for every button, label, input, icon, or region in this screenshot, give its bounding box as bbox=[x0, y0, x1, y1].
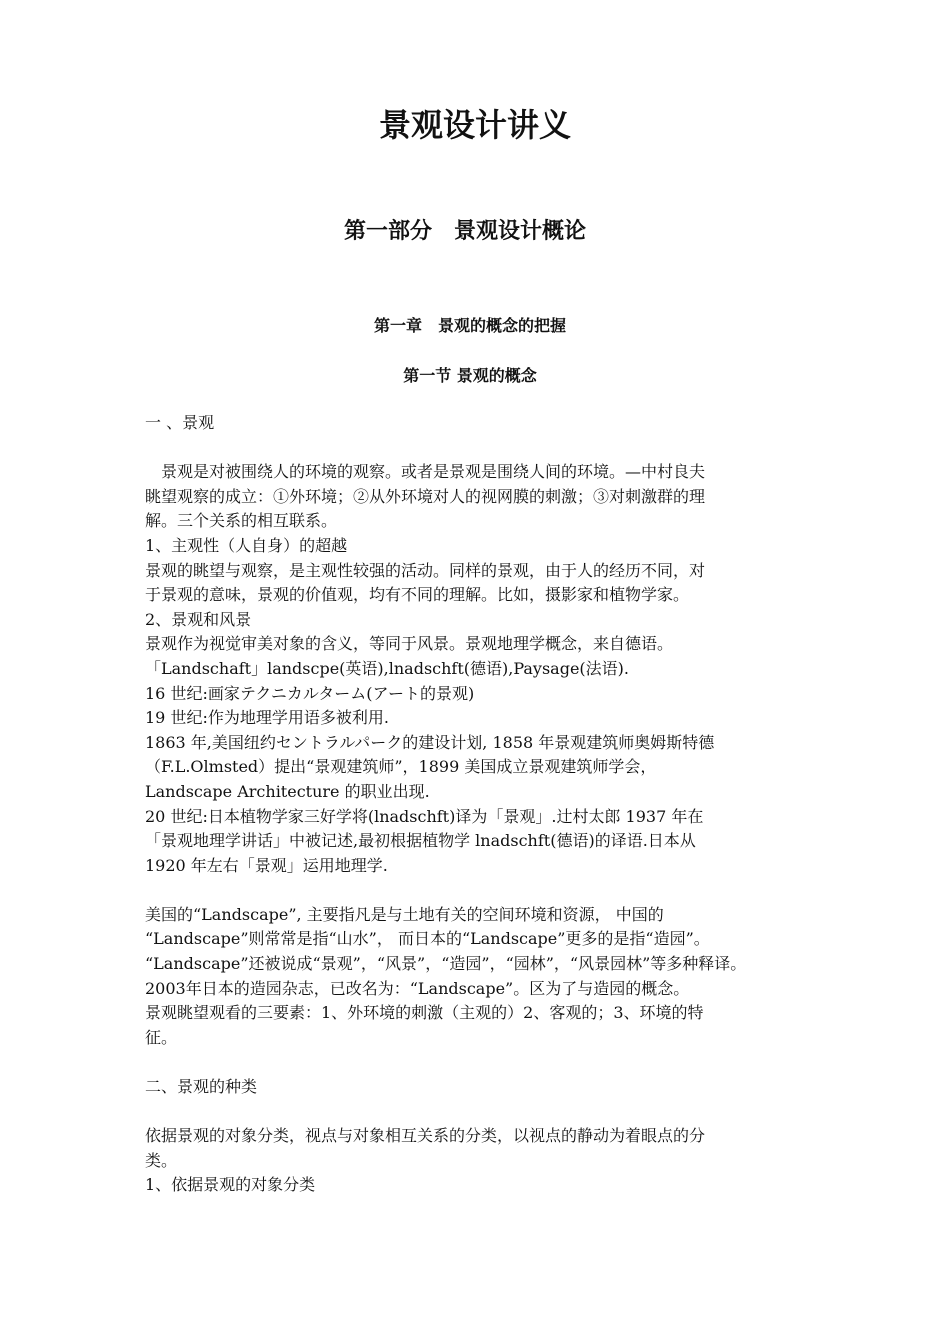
body-line: “Landscape”还被说成“景观”，“风景”，“造园”，“园林”，“风景园林”等多种释译。 bbox=[145, 954, 747, 974]
body-line: 二、景观的种类 bbox=[145, 1077, 258, 1097]
body-line: 景观作为视觉审美对象的含义，等同于风景。景观地理学概念，来自德语。 bbox=[145, 634, 674, 654]
paragraph-gap bbox=[145, 1100, 810, 1125]
document-body bbox=[145, 411, 810, 1198]
body-line: （F.L.Olmsted）提出“景观建筑师”，1899 美国成立景观建筑师学会， bbox=[145, 757, 657, 777]
body-line: 1920 年左右「景观」运用地理学. bbox=[145, 855, 388, 875]
part-heading: 第一部分 景观设计概论 bbox=[343, 219, 586, 244]
body-line: 美国的“Landscape”, 主要指凡是与土地有关的空间环境和资源， 中国的 bbox=[145, 904, 664, 924]
body-line: 20 世纪:日本植物学家三好学将(lnadschft)译为「景观」.辻村太郎 1937 年在 bbox=[145, 806, 704, 826]
body-line: 1、依据景观的对象分类 bbox=[145, 1175, 316, 1195]
body-line: 类。 bbox=[145, 1150, 178, 1170]
paragraph-gap bbox=[145, 1050, 810, 1075]
paragraph-gap bbox=[145, 436, 810, 461]
body-line: 16 世纪:画家テクニカルターム(アート的景观) bbox=[145, 683, 475, 703]
body-line: 「Landschaft」landscpe(英语),lnadschft(德语),Paysage(法语). bbox=[145, 658, 629, 678]
body-line: 一 、景观 bbox=[145, 413, 215, 432]
body-line: 征。 bbox=[145, 1027, 178, 1047]
chapter-heading: 第一章 景观的概念的把握 bbox=[373, 316, 566, 335]
body-line: 「景观地理学讲话」中被记述,最初根据植物学 lnadschft(德语)的译语.日本从 bbox=[145, 831, 696, 851]
body-line: 2003年日本的造园杂志，已改名为：“Landscape”。区为了与造园的概念。 bbox=[145, 978, 690, 998]
paragraph-gap bbox=[145, 878, 810, 903]
body-line: 眺望观察的成立：①外环境；②从外环境对人的视网膜的刺激；③对刺激群的理 bbox=[145, 486, 706, 506]
body-line: 19 世纪:作为地理学用语多被利用. bbox=[145, 708, 389, 728]
body-line: Landscape Architecture 的职业出现. bbox=[145, 781, 430, 801]
body-line: 景观的眺望与观察，是主观性较强的活动。同样的景观，由于人的经历不同，对 bbox=[145, 560, 706, 580]
body-line: 1、主观性（人自身）的超越 bbox=[145, 535, 348, 555]
body-line: 依据景观的对象分类，视点与对象相互关系的分类，以视点的静动为着眼点的分 bbox=[145, 1126, 706, 1146]
body-line: 于景观的意味，景观的价值观，均有不同的理解。比如，摄影家和植物学家。 bbox=[145, 585, 690, 605]
body-line: 景观是对被围绕人的环境的观察。或者是景观是围绕人间的环境。—中村良夫 bbox=[145, 462, 706, 482]
body-line: 解。三个关系的相互联系。 bbox=[145, 511, 338, 531]
body-line: 1863 年,美国纽约セントラルパーク的建设计划, 1858 年景观建筑师奥姆斯特德 bbox=[145, 732, 715, 752]
section-heading: 第一节 景观的概念 bbox=[403, 366, 537, 385]
body-line: 景观眺望观看的三要素：1、外环境的刺激（主观的）2、客观的；3、环境的特 bbox=[145, 1003, 704, 1023]
document-title: 景观设计讲义 bbox=[378, 106, 571, 144]
body-line: 2、景观和风景 bbox=[145, 609, 252, 629]
body-line: “Landscape”则常常是指“山水”， 而日本的“Landscape”更多的是指“造园”。 bbox=[145, 929, 710, 949]
